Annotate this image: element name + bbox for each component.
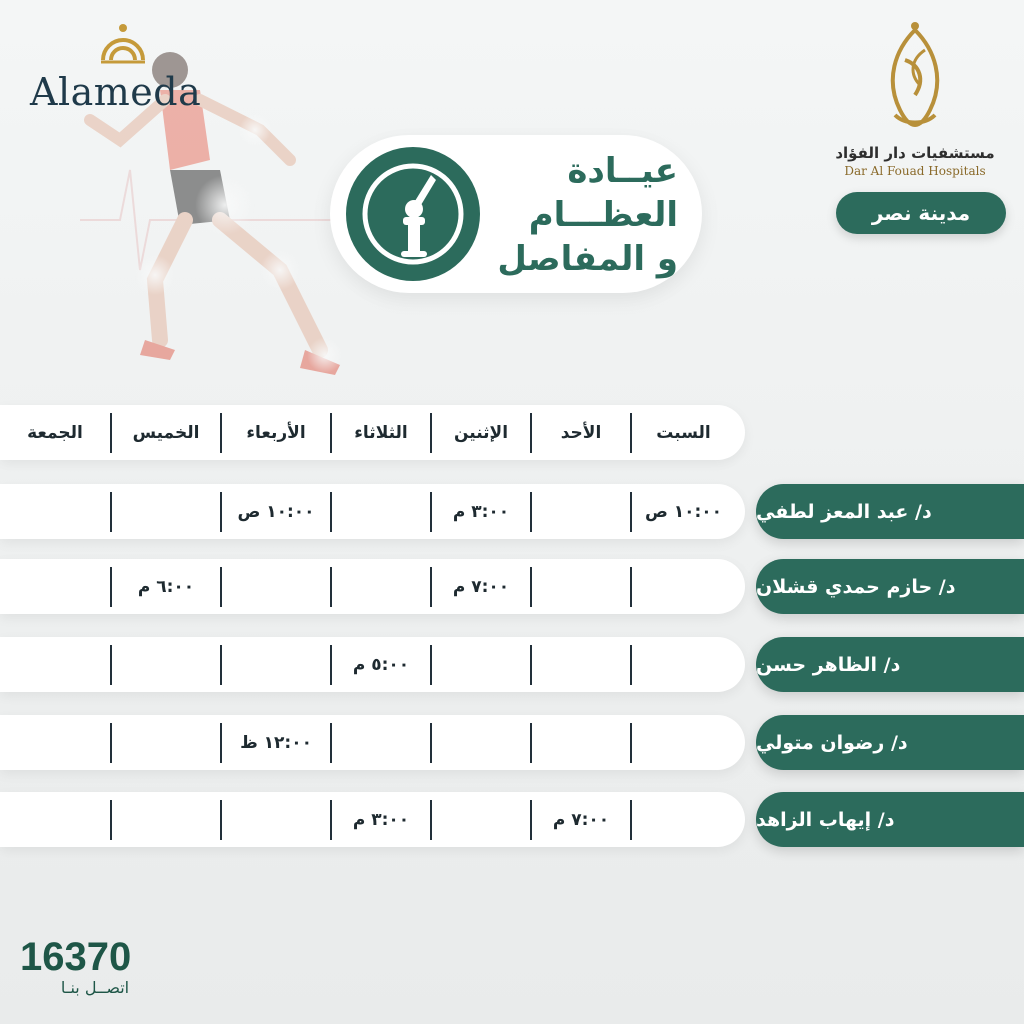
dar-al-fouad-brand (820, 20, 1010, 190)
schedule-slot (112, 715, 220, 770)
column-divider (430, 645, 432, 685)
column-divider (430, 492, 432, 532)
hotline[interactable] (20, 935, 170, 997)
column-divider (530, 413, 532, 453)
day-header: الإثنين (453, 422, 509, 443)
column-divider (110, 492, 112, 532)
schedule-slot (332, 559, 430, 614)
column-divider (220, 413, 222, 453)
schedule-slot: ١٠:٠٠ ص (644, 501, 723, 522)
schedule-slot (532, 637, 630, 692)
day-header: السبت (656, 422, 711, 443)
bone-joint-icon (346, 147, 480, 281)
schedule-row (0, 792, 745, 847)
schedule-slot (532, 559, 630, 614)
schedule-header-row (0, 405, 745, 460)
schedule-slot (222, 792, 330, 847)
column-divider (110, 723, 112, 763)
column-divider (430, 800, 432, 840)
schedule-slot (112, 792, 220, 847)
doctor-name-pill: د/ عبد المعز لطفي (756, 484, 1024, 539)
schedule-slot (222, 637, 330, 692)
doctor-name-pill: د/ الظاهر حسن (756, 637, 1024, 692)
schedule-slot (432, 637, 530, 692)
column-divider (110, 567, 112, 607)
clinic-title-line-3: و المفاصل (497, 239, 678, 279)
schedule-slot: ٧:٠٠ م (452, 576, 510, 597)
branch-badge: مدينة نصر (836, 192, 1006, 234)
column-divider (330, 567, 332, 607)
dar-al-fouad-logo-icon (865, 20, 965, 140)
day-header: الأربعاء (246, 422, 306, 443)
schedule-slot (632, 559, 735, 614)
column-divider (630, 567, 632, 607)
schedule-slot: ٦:٠٠ م (137, 576, 195, 597)
day-header: الثلاثاء (354, 422, 408, 443)
schedule-slot: ٧:٠٠ م (552, 809, 610, 830)
schedule-slot (632, 637, 735, 692)
column-divider (330, 413, 332, 453)
schedule-slot (532, 484, 630, 539)
doctor-name-pill: د/ حازم حمدي قشلان (756, 559, 1024, 614)
schedule-slot (332, 715, 430, 770)
column-divider (530, 645, 532, 685)
column-divider (430, 723, 432, 763)
column-divider (430, 413, 432, 453)
day-header: الجمعة (27, 422, 83, 443)
schedule-slot (0, 715, 110, 770)
dar-al-fouad-arabic-name: مستشفيات دار الفؤاد (835, 144, 995, 162)
schedule-row (0, 715, 745, 770)
day-header: الخميس (132, 422, 200, 443)
column-divider (530, 800, 532, 840)
schedule-slot: ١٠:٠٠ ص (237, 501, 315, 522)
column-divider (220, 723, 222, 763)
hotline-label: اتصــل بنـا (60, 978, 130, 997)
column-divider (430, 567, 432, 607)
column-divider (530, 567, 532, 607)
clinic-title-line-1: عيــادة (567, 151, 678, 191)
schedule-slot (432, 715, 530, 770)
column-divider (330, 645, 332, 685)
column-divider (330, 492, 332, 532)
column-divider (110, 413, 112, 453)
schedule-slot (0, 484, 110, 539)
schedule-slot (112, 484, 220, 539)
column-divider (330, 800, 332, 840)
column-divider (630, 492, 632, 532)
column-divider (630, 800, 632, 840)
alameda-logo-icon (98, 20, 148, 66)
column-divider (110, 645, 112, 685)
schedule-row (0, 637, 745, 692)
schedule-slot: ٣:٠٠ م (352, 809, 410, 830)
column-divider (630, 723, 632, 763)
clinic-title-card (330, 135, 702, 293)
schedule-row (0, 559, 745, 614)
schedule-slot (222, 559, 330, 614)
schedule-slot (0, 559, 110, 614)
schedule-slot (432, 792, 530, 847)
column-divider (630, 413, 632, 453)
schedule-slot (632, 792, 735, 847)
schedule-slot (332, 484, 430, 539)
schedule-slot (532, 715, 630, 770)
schedule-slot: ١٢:٠٠ ظ (240, 732, 312, 753)
schedule-slot (112, 637, 220, 692)
dar-al-fouad-english-name: Dar Al Fouad Hospitals (844, 164, 986, 178)
schedule-row (0, 484, 745, 539)
schedule-slot: ٥:٠٠ م (352, 654, 410, 675)
column-divider (110, 800, 112, 840)
clinic-icon-circle (346, 147, 480, 281)
schedule-slot: ٣:٠٠ م (452, 501, 510, 522)
alameda-wordmark: Alameda (30, 70, 202, 114)
column-divider (220, 645, 222, 685)
alameda-brand (30, 20, 230, 120)
day-header: الأحد (560, 422, 602, 443)
clinic-title (478, 149, 678, 281)
column-divider (220, 492, 222, 532)
schedule-slot (0, 637, 110, 692)
doctor-name-pill: د/ إيهاب الزاهد (756, 792, 1024, 847)
doctor-name-pill: د/ رضوان متولي (756, 715, 1024, 770)
clinic-title-line-2: العظـــام (528, 195, 678, 235)
column-divider (530, 492, 532, 532)
hotline-number[interactable]: 16370 (20, 935, 132, 979)
column-divider (220, 567, 222, 607)
column-divider (220, 800, 222, 840)
column-divider (330, 723, 332, 763)
column-divider (630, 645, 632, 685)
schedule-slot (632, 715, 735, 770)
schedule-slot (0, 792, 110, 847)
column-divider (530, 723, 532, 763)
